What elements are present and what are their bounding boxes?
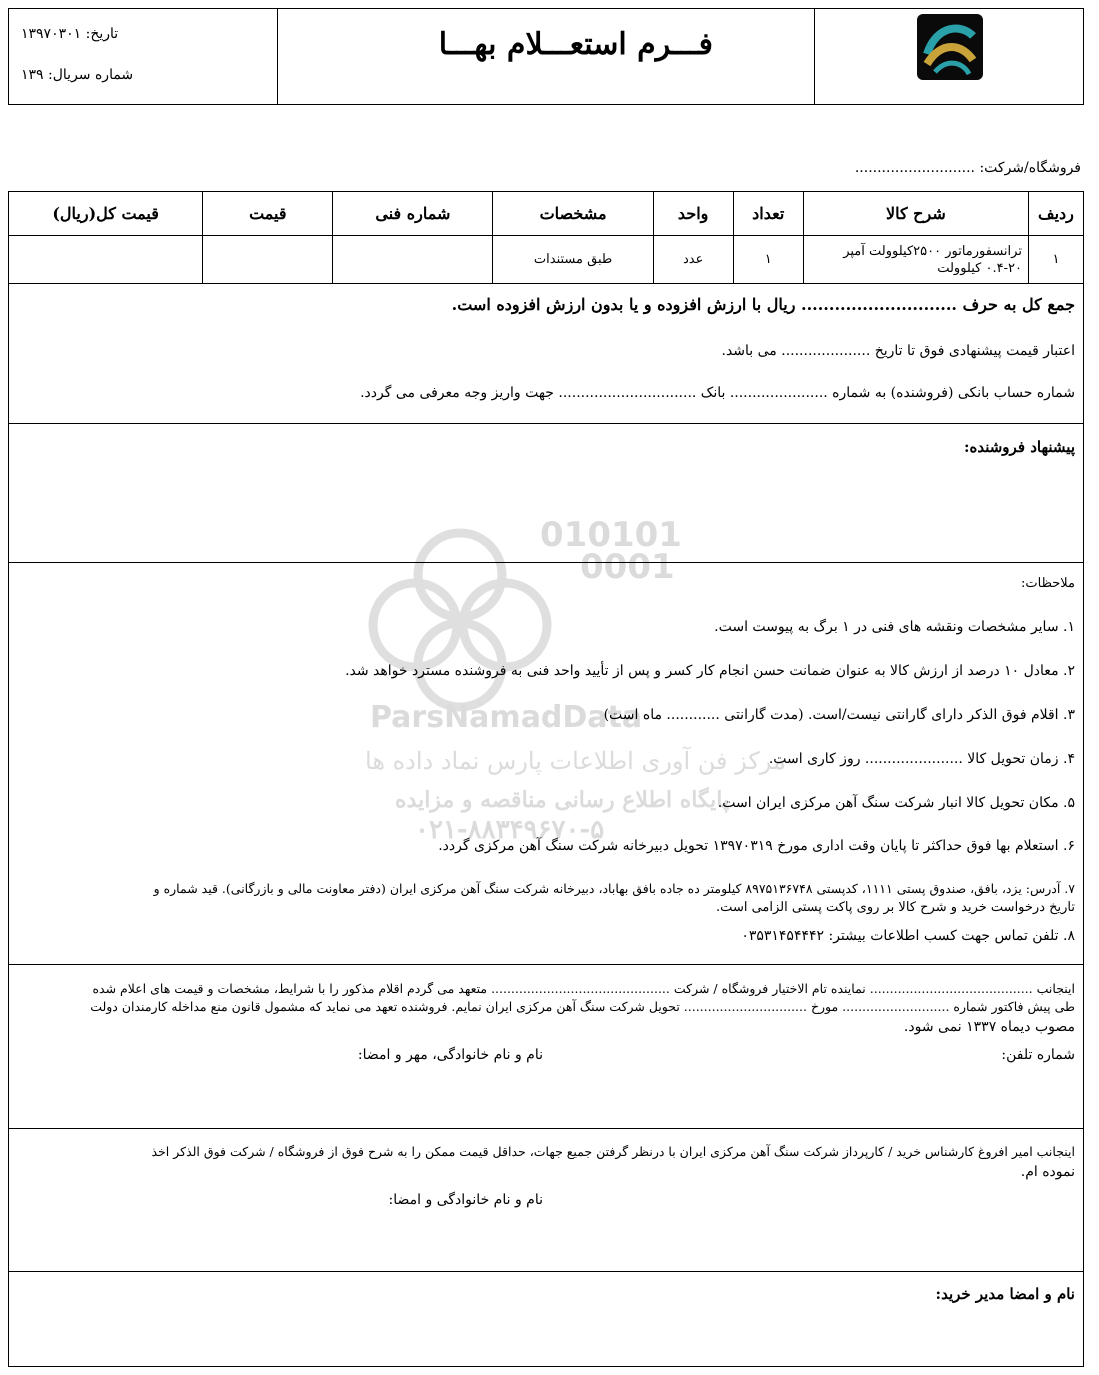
bank-account: شماره حساب بانکی (فروشنده) به شماره ...................... بانک ............................... جهت واریز وجه معرفی می گردد. bbox=[360, 385, 1075, 401]
items-table bbox=[8, 191, 1084, 284]
col-row: ردیف bbox=[1028, 192, 1083, 236]
seller-offer-section bbox=[8, 423, 1084, 563]
company-logo-icon bbox=[917, 14, 983, 80]
note-item: ۶. استعلام بها فوق حداکثر تا پایان وقت اداری مورخ ۱۳۹۷۰۳۱۹ تحویل دبیرخانه شرکت سنگ آهن مرکزی گردد. bbox=[438, 838, 1075, 854]
col-description: شرح کالا bbox=[803, 192, 1028, 236]
table-row bbox=[9, 236, 1084, 284]
undertaking-line: اینجانب ......................................... نماینده تام الاختیار فروشگاه / شرکت ............................................. متعهد می گردم اقلام مذکور را با شرایط، مشخصات و قیمت های اعلام شده bbox=[92, 981, 1075, 996]
price-validity: اعتبار قیمت پیشنهادی فوق تا تاریخ .................... می باشد. bbox=[721, 343, 1075, 359]
manager-section bbox=[8, 1271, 1084, 1367]
seller-offer-label: پیشنهاد فروشنده: bbox=[963, 438, 1075, 456]
undertaking-line: طی پیش فاکتور شماره ........................... مورخ ............................... تحویل شرکت سنگ آهن مرکزی ایران نمایم. فروشنده تعهد می نماید که مشمول قانون منع مداخله کارمندان دولت bbox=[90, 999, 1075, 1014]
form-date: تاریخ: ۱۳۹۷۰۳۰۱ bbox=[21, 26, 119, 42]
watermark-digits-1: 010101 bbox=[540, 515, 682, 555]
serial-number: شماره سریال: ۱۳۹ bbox=[21, 67, 134, 83]
col-price: قیمت bbox=[203, 192, 333, 236]
cell-tech-number bbox=[333, 236, 493, 284]
signature-label: نام و نام خانوادگی، مهر و امضا: bbox=[357, 1047, 543, 1063]
notes-section bbox=[8, 562, 1084, 965]
watermark-fa-1: مرکز فن آوری اطلاعات پارس نماد داده ها bbox=[365, 747, 786, 775]
table-header-row bbox=[9, 192, 1084, 236]
col-quantity: تعداد bbox=[733, 192, 803, 236]
cell-price bbox=[203, 236, 333, 284]
cell-description: ترانسفورماتور ۲۵۰۰کیلوولت آمپر ۲۰-۰.۴ کیلوولت bbox=[803, 236, 1028, 284]
note-item: ۱. سایر مشخصات ونقشه های فنی در ۱ برگ به پیوست است. bbox=[714, 619, 1075, 635]
cell-row: ۱ bbox=[1028, 236, 1083, 284]
watermark-fa-2: پایگاه اطلاع رسانی مناقصه و مزایده bbox=[395, 787, 730, 813]
cell-specs: طبق مستندات bbox=[493, 236, 653, 284]
note-item: تاریخ درخواست خرید و شرح کالا بر روی پاکت پستی الزامی است. bbox=[716, 900, 1075, 915]
col-tech-number: شماره فنی bbox=[333, 192, 493, 236]
notes-title: ملاحظات: bbox=[1021, 576, 1075, 591]
watermark-brand: ParsNamadData bbox=[370, 700, 643, 735]
cell-total-price bbox=[9, 236, 203, 284]
undertaking-section bbox=[8, 964, 1084, 1129]
watermark-phone: ۰۲۱-۸۸۳۴۹۶۷۰-۵ bbox=[415, 815, 605, 845]
buyer-signature-label: نام و نام خانوادگی و امضا: bbox=[388, 1192, 543, 1208]
cell-quantity: ۱ bbox=[733, 236, 803, 284]
totals-section bbox=[8, 282, 1084, 424]
col-specs: مشخصات bbox=[493, 192, 653, 236]
undertaking-line: مصوب دیماه ۱۳۳۷ نمی شود. bbox=[903, 1019, 1075, 1035]
note-item: ۲. معادل ۱۰ درصد از ارزش کالا به عنوان ضمانت حسن انجام کار کسر و پس از تأیید واحد فنی به فروشنده مسترد خواهد شد. bbox=[345, 663, 1075, 679]
cell-unit: عدد bbox=[653, 236, 733, 284]
buyer-section bbox=[8, 1128, 1084, 1272]
form-header bbox=[8, 8, 1084, 105]
col-total-price: قیمت کل(ریال) bbox=[9, 192, 203, 236]
note-item: ۷. آدرس: یزد، بافق، صندوق پستی ۱۱۱۱، کدپستی ۸۹۷۵۱۳۶۷۴۸ کیلومتر ده جاده بافق بهاباد، دبیرخانه شرکت سنگ آهن مرکزی ایران (دفتر معاونت مالی و بازرگانی). قید شماره و bbox=[153, 881, 1075, 896]
page-title: فـــرم استعـــلام بهـــا bbox=[438, 27, 713, 62]
note-item: ۴. زمان تحویل کالا ...................... روز کاری است. bbox=[768, 751, 1075, 767]
buyer-statement: نموده ام. bbox=[1020, 1164, 1075, 1180]
shop-company-line: فروشگاه/شرکت: ........................... bbox=[854, 160, 1081, 176]
watermark-digits-2: 0001 bbox=[580, 547, 675, 587]
manager-signature-label: نام و امضا مدیر خرید: bbox=[935, 1285, 1075, 1303]
buyer-statement: اینجانب امیر افروغ کارشناس خرید / کارپرداز شرکت سنگ آهن مرکزی ایران با درنظر گرفتن جمیع جهات، حداقل قیمت ممکن را به شرح فوق از فروشگاه / شرکت فوق الذکر اخذ bbox=[151, 1144, 1075, 1159]
note-item: ۵. مکان تحویل کالا انبار شرکت سنگ آهن مرکزی ایران است. bbox=[717, 795, 1075, 811]
note-item: ۳. اقلام فوق الذکر دارای گارانتی نیست/است. (مدت گارانتی ............ ماه است) bbox=[603, 707, 1075, 723]
total-in-words: جمع کل به حرف ............................ ریال با ارزش افزوده و یا بدون ارزش افزوده است. bbox=[451, 295, 1075, 314]
col-unit: واحد bbox=[653, 192, 733, 236]
note-item: ۸. تلفن تماس جهت کسب اطلاعات بیشتر: ۰۳۵۳۱۴۵۴۴۴۲ bbox=[741, 928, 1075, 944]
phone-label: شماره تلفن: bbox=[1001, 1047, 1075, 1063]
